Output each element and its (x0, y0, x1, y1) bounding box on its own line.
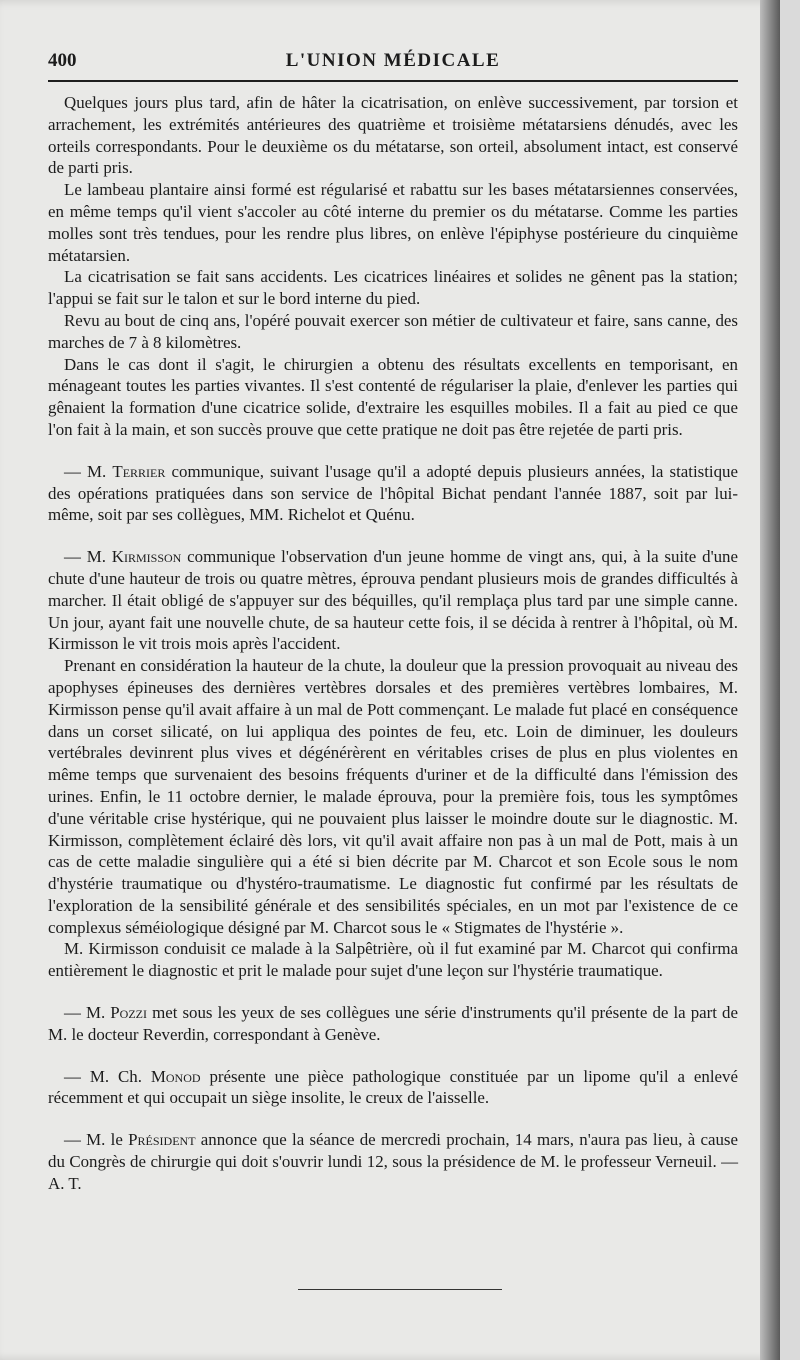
paragraph-text: M. Kirmisson conduisit ce malade à la Salpêtrière, où il fut examiné par M. Charcot qui confirma entièrement le diagnostic et prit le malade pour sujet d'une leçon sur l'hystérie traumatique. (48, 939, 738, 981)
page-number: 400 (48, 50, 77, 71)
paragraph-text: annonce que la séance de mercredi prochain, 14 mars, n'aura pas lieu, à cause du Congrès de chirurgie qui doit s'ouvrir lundi 12, sous la présidence de M. le professeur Verneuil. — A. T. (48, 1130, 738, 1193)
header-rule (48, 80, 738, 82)
page-header (48, 44, 738, 78)
paragraph-text: La cicatrisation se fait sans accidents. Les cicatrices linéaires et solides ne gênent pas la station; l'appui se fait sur le talon et sur le bord interne du pied. (48, 267, 738, 309)
paragraph-text: communique, suivant l'usage qu'il a adopté depuis plusieurs années, la statistique des opérations pratiquées dans son service de l'hôpital Bichat pendant l'année 1887, soit par lui-même, soit par ses collègues, MM. Richelot et Quénu. (48, 461, 738, 525)
paragraph (48, 310, 738, 354)
paragraph (48, 1066, 738, 1110)
paragraph (48, 655, 738, 938)
paragraph-prefix: — M. (64, 461, 113, 481)
paragraph-text: Prenant en considération la hauteur de la chute, la douleur que la pression provoquait au niveau des apophyses épineuses des dernières vertèbres dorsales et des premières vertèbres lombaires, M. Kirmisson pense qu'il avait affaire à un mal de Pott commençant. Le malade fut placé en conséquence dans un corset silicaté, on lui appliqua des pointes de feu, etc. Loin de diminuer, les douleurs vertébrales devinrent plus vives et dégénérèrent en véritables crises de plus en plus violentes en même temps que survenaient des besoins fréquents d'uriner et de la difficulté dans l'émission des urines. Enfin, le 11 octobre dernier, le malade éprouva, pour la première fois, tous les symptômes d'une véritable crise hystérique, qui ne pouvaient plus laisser le moindre doute sur le diagnostic. M. Kirmisson, complètement éclairé dès lors, vit qu'il avait affaire non pas à un mal de Pott, mais à un cas de cette maladie singulière qui a été si bien décrite par M. Charcot et son Ecole sous le nom d'hystérie traumatique ou d'hystéro-traumatisme. Le diagnostic fut confirmé par les résultats de l'exploration de la sensibilité générale et des sensibilités spéciales, en un mot par l'existence de ce complexus séméiologique désigné par M. Charcot sous le « Stigmates de l'hystérie ». (48, 656, 738, 937)
paragraph (48, 461, 738, 526)
speaker-name: Pozzi (110, 1003, 147, 1023)
paragraph (48, 266, 738, 310)
paragraph-prefix: — M. (64, 1003, 111, 1023)
page-edge-shadow (760, 0, 780, 1360)
paragraph (48, 1002, 738, 1046)
footer-rule (298, 1289, 502, 1290)
paragraph-text: met sous les yeux de ses collègues une série d'instruments qu'il présente de la part de M. le docteur Reverdin, correspondant à Genève. (48, 1003, 738, 1044)
paragraph (48, 354, 738, 441)
paragraph (48, 92, 738, 179)
paragraph-prefix: — M. (64, 547, 112, 567)
paragraph-text: présente une pièce pathologique constituée par un lipome qu'il a enlevé récemment et qui occupait un siège insolite, le creux de l'aisselle. (48, 1066, 738, 1108)
paragraph-text: Dans le cas dont il s'agit, le chirurgien a obtenu des résultats excellents en temporisant, en ménageant toutes les parties vivantes. Il s'est contenté de régulariser la plaie, d'enlever les parties qui gênaient la formation d'une cicatrice solide, d'extraire les esquilles mobiles. Il a fait au pied ce que l'on fait à la main, et son succès prouve que cette pratique ne doit pas être rejetée de parti pris. (48, 354, 738, 439)
paragraph (48, 179, 738, 266)
paragraph (48, 546, 738, 655)
paragraph-text: Quelques jours plus tard, afin de hâter la cicatrisation, on enlève successivement, par torsion et arrachement, les extrémités antérieures des quatrième et troisième métatarsiens dénudés, avec les orteils correspondants. Pour le deuxième os du métatarse, son orteil, absolument intact, est conservé de parti pris. (48, 93, 738, 178)
paragraph-text: Revu au bout de cinq ans, l'opéré pouvait exercer son métier de cultivateur et faire, sans canne, des marches de 7 à 8 kilomètres. (48, 310, 738, 352)
running-title: L'UNION MÉDICALE (285, 50, 501, 71)
speaker-name: Monod (150, 1066, 201, 1086)
body-text (48, 92, 738, 1195)
paragraph (48, 938, 738, 982)
paragraph-text: communique l'observation d'un jeune homme de vingt ans, qui, à la suite d'une chute d'une hauteur de trois ou quatre mètres, éprouva pendant plusieurs mois de grandes difficultés à marcher. Il était obligé de s'appuyer sur des béquilles, qu'il remplaça plus tard par une simple canne. Un jour, ayant fait une nouvelle chute, de sa hauteur cette fois, il se décida à rentrer à l'hôpital, où M. Kirmisson le vit trois mois après l'accident. (48, 547, 739, 654)
speaker-name: Kirmisson (111, 547, 182, 567)
paragraph-prefix: — M. le (64, 1130, 129, 1150)
speaker-name: Terrier (112, 461, 166, 481)
paragraph (48, 1129, 738, 1194)
paragraph-prefix: — M. Ch. (64, 1066, 151, 1086)
paragraph-text: Le lambeau plantaire ainsi formé est régularisé et rabattu sur les bases métatarsiennes conservées, en même temps qu'il vient s'accoler au côté interne du premier os du métatarse. Comme les parties molles sont très tendues, pour les rendre plus libres, on enlève l'épiphyse postérieure du cinquième métatarsien. (48, 180, 738, 265)
speaker-name: Président (128, 1130, 196, 1150)
